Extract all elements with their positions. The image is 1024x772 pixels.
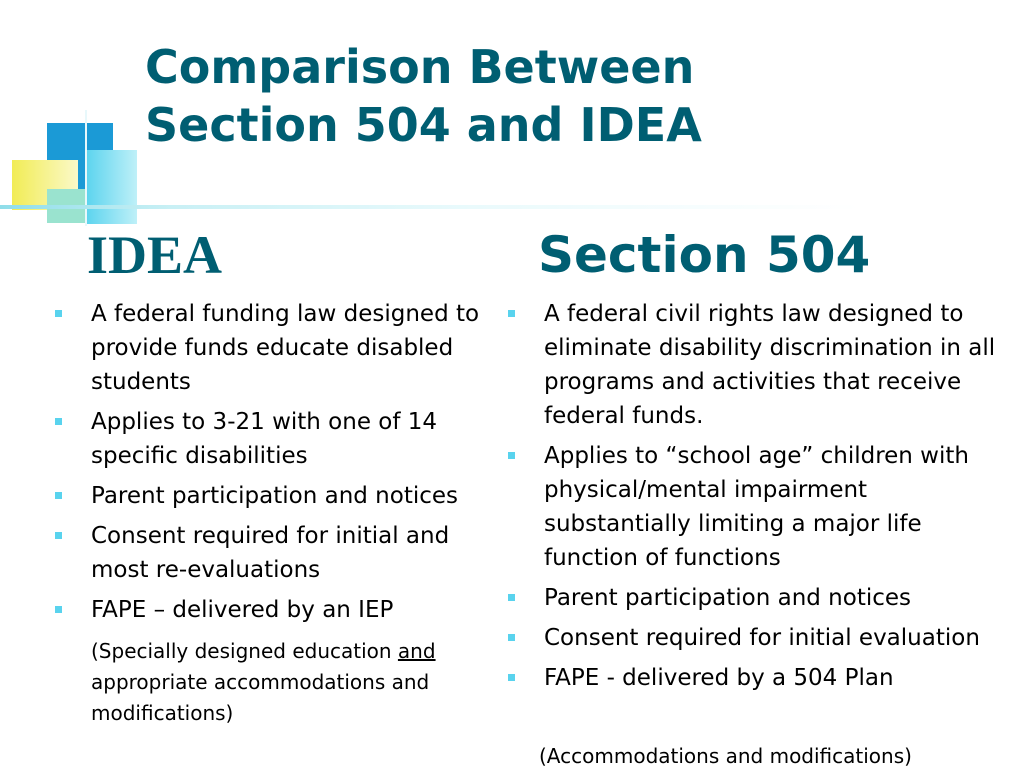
idea-fape-note <box>91 636 491 729</box>
square-bullet-icon <box>508 674 515 681</box>
square-bullet-icon <box>55 418 62 425</box>
idea-bullet-item <box>52 297 502 399</box>
section-504-bullet-text: Parent participation and notices <box>544 585 912 611</box>
idea-bullet-item <box>52 593 502 627</box>
section-504-bullet-list <box>505 297 1020 701</box>
section-504-bullet-item <box>505 621 1020 655</box>
square-bullet-icon <box>508 594 515 601</box>
idea-bullet-text: FAPE – delivered by an IEP <box>91 597 394 623</box>
section-504-bullet-text: Applies to “school age” children with physical/mental impairment substantially limiting a major life function of functions <box>544 443 969 571</box>
section-504-bullet-text: Consent required for initial evaluation <box>544 625 980 651</box>
idea-bullet-list <box>52 297 502 633</box>
idea-heading: IDEA <box>87 225 223 285</box>
section-504-bullet-text: A federal civil rights law designed to eliminate disability discrimination in all programs and activities that receive federal funds. <box>544 301 996 429</box>
section-504-bullet-item <box>505 581 1020 615</box>
idea-bullet-text: Applies to 3-21 with one of 14 specific disabilities <box>91 409 438 469</box>
slide-title-line-1: Comparison Between <box>145 40 695 94</box>
section-504-bullet-text: FAPE - delivered by a 504 Plan <box>544 665 894 691</box>
square-bullet-icon <box>55 606 62 613</box>
square-bullet-icon <box>55 492 62 499</box>
idea-bullet-text: Parent participation and notices <box>91 483 459 509</box>
idea-note-text-start: (Specially designed education <box>91 639 398 663</box>
square-bullet-icon <box>55 532 62 539</box>
idea-bullet-item <box>52 519 502 587</box>
idea-note-underlined-word: and <box>397 639 436 663</box>
title-divider-line <box>0 205 860 209</box>
section-504-fape-note: (Accommodations and modifications) <box>539 744 912 768</box>
decorative-square-cyan <box>85 150 137 224</box>
idea-note-text-end: appropriate accommodations and modifications) <box>91 670 430 725</box>
section-504-bullet-item <box>505 439 1020 575</box>
section-504-heading: Section 504 <box>538 226 871 284</box>
section-504-bullet-item <box>505 297 1020 433</box>
slide-title-line-2: Section 504 and IDEA <box>145 98 702 152</box>
idea-bullet-item <box>52 479 502 513</box>
idea-bullet-item <box>52 405 502 473</box>
section-504-bullet-item <box>505 661 1020 695</box>
square-bullet-icon <box>508 310 515 317</box>
square-bullet-icon <box>508 452 515 459</box>
square-bullet-icon <box>55 310 62 317</box>
idea-bullet-text: A federal funding law designed to provide funds educate disabled students <box>91 301 480 395</box>
square-bullet-icon <box>508 634 515 641</box>
idea-bullet-text: Consent required for initial and most re-evaluations <box>91 523 450 583</box>
slide-title <box>145 38 702 154</box>
